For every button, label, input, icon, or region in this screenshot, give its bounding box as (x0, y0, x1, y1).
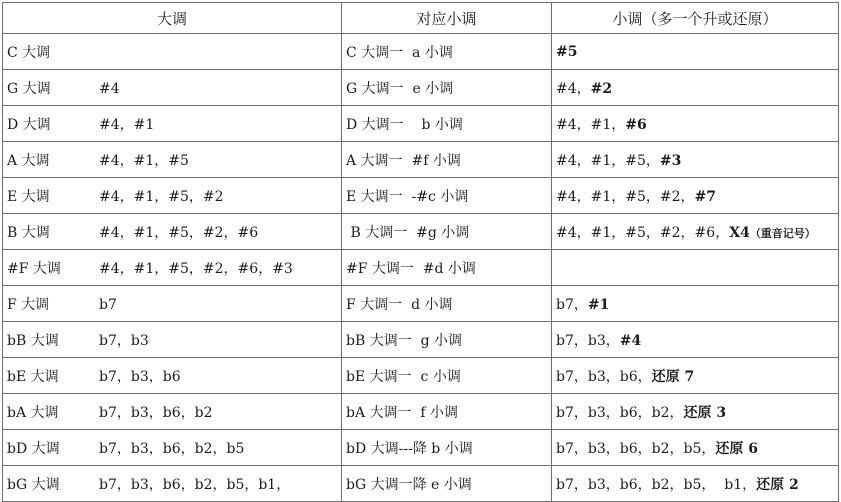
major-key-cell (3, 286, 342, 322)
major-key-accidentals: #4 (99, 80, 120, 97)
major-key-cell (3, 214, 342, 250)
header-row (3, 3, 839, 34)
minor-extra-accidental: #1 (587, 296, 610, 313)
major-key-cell (3, 106, 342, 142)
minor-accidentals: b7，b3，b6， (556, 368, 652, 385)
key-signature-table (2, 2, 839, 502)
table-row (3, 394, 839, 430)
minor-extra-accidental: #3 (659, 152, 682, 169)
relative-minor-cell (342, 358, 552, 394)
major-key-cell (3, 142, 342, 178)
relative-minor-name: bG 大调一降 e 小调 (346, 476, 472, 493)
major-key-accidentals: b7，b3，b6，b2 (99, 404, 213, 421)
minor-accidentals-cell (552, 430, 839, 466)
minor-accidentals: b7，b3，b6，b2， (556, 404, 684, 421)
header-relative-minor: 对应小调 (342, 3, 552, 34)
minor-accidentals-cell (552, 358, 839, 394)
relative-minor-name: F 大调一 d 小调 (346, 296, 453, 313)
table-row (3, 70, 839, 106)
minor-accidentals-cell (552, 142, 839, 178)
minor-extra-accidental: #7 (694, 188, 717, 205)
minor-accidentals-cell (552, 214, 839, 250)
major-key-accidentals: b7，b3，b6，b2，b5 (99, 440, 245, 457)
relative-minor-name: bA 大调一 f 小调 (346, 404, 459, 421)
relative-minor-name: #F 大调一 #d 小调 (346, 260, 476, 277)
minor-extra-accidental: #5 (556, 43, 578, 60)
minor-extra-accidental: 还原 6 (715, 440, 758, 457)
major-key-cell (3, 250, 342, 286)
minor-accidentals: b7，b3，b6，b2，b5， (556, 440, 716, 457)
major-key-name: bD 大调 (7, 440, 60, 457)
minor-accidentals: b7， (556, 296, 588, 313)
major-key-cell (3, 34, 342, 70)
minor-accidentals: b7，b3，b6，b2，b5， b1， (556, 476, 757, 493)
minor-accidentals: #4，#1，#5， (556, 152, 660, 169)
relative-minor-name: G 大调一 e 小调 (346, 80, 454, 97)
relative-minor-cell (342, 466, 552, 502)
major-key-cell (3, 358, 342, 394)
relative-minor-cell (342, 250, 552, 286)
minor-accidentals-cell (552, 466, 839, 502)
major-key-cell (3, 178, 342, 214)
major-key-accidentals: b7 (99, 296, 117, 313)
minor-accidentals-cell (552, 394, 839, 430)
minor-accidentals-cell (552, 178, 839, 214)
table-row (3, 142, 839, 178)
table-row (3, 214, 839, 250)
table-row (3, 358, 839, 394)
relative-minor-name: A 大调一 #f 小调 (346, 152, 461, 169)
minor-extra-accidental: 还原 2 (756, 476, 799, 493)
table-row (3, 466, 839, 502)
major-key-accidentals: #4，#1，#5，#2 (99, 188, 224, 205)
minor-accidentals: b7，b3， (556, 332, 620, 349)
relative-minor-name: B 大调一 #g 小调 (346, 224, 470, 241)
table-row (3, 178, 839, 214)
major-key-name: bA 大调 (7, 404, 59, 421)
major-key-cell (3, 70, 342, 106)
minor-extra-accidental: #2 (590, 80, 613, 97)
major-key-accidentals: #4，#1 (99, 116, 155, 133)
minor-extra-accidental: #6 (625, 116, 647, 133)
header-major: 大调 (3, 3, 342, 34)
header-minor-accidentals: 小调（多一个升或还原） (552, 3, 839, 34)
relative-minor-cell (342, 178, 552, 214)
minor-accidentals-cell (552, 322, 839, 358)
major-key-name: A 大调 (7, 152, 50, 169)
relative-minor-name: bE 大调一 c 小调 (346, 368, 461, 385)
major-key-cell (3, 394, 342, 430)
minor-accidentals-cell (552, 286, 839, 322)
relative-minor-cell (342, 394, 552, 430)
minor-accidentals-cell (552, 70, 839, 106)
relative-minor-cell (342, 70, 552, 106)
minor-accidentals: #4， (556, 80, 591, 97)
table-body (3, 34, 839, 502)
major-key-accidentals: #4，#1，#5，#2，#6 (99, 224, 259, 241)
table-row (3, 430, 839, 466)
relative-minor-name: bB 大调一 g 小调 (346, 332, 463, 349)
major-key-name: C 大调 (7, 44, 51, 61)
minor-extra-accidental: #4 (619, 332, 642, 349)
major-key-name: bG 大调 (7, 476, 60, 493)
relative-minor-name: bD 大调---降 b 小调 (346, 440, 473, 457)
major-key-name: E 大调 (7, 188, 50, 205)
major-key-name: bE 大调 (7, 368, 59, 385)
minor-accidentals: #4，#1， (556, 116, 626, 133)
major-key-cell (3, 466, 342, 502)
minor-note: （重音记号） (749, 226, 816, 240)
relative-minor-name: C 大调一 a 小调 (346, 44, 453, 61)
minor-extra-accidental: 还原 7 (651, 368, 695, 385)
major-key-accidentals: #4，#1，#5，#2，#6，#3 (99, 260, 293, 277)
table-row (3, 250, 839, 286)
major-key-cell (3, 322, 342, 358)
major-key-accidentals: b7，b3，b6，b2，b5，b1， (99, 476, 291, 493)
relative-minor-cell (342, 286, 552, 322)
relative-minor-cell (342, 34, 552, 70)
relative-minor-name: E 大调一 -#c 小调 (346, 188, 469, 205)
relative-minor-cell (342, 214, 552, 250)
major-key-cell (3, 430, 342, 466)
major-key-name: #F 大调 (7, 260, 61, 277)
major-key-accidentals: b7，b3 (99, 332, 149, 349)
minor-accidentals: #4，#1，#5，#2，#6， (556, 224, 730, 241)
major-key-name: F 大调 (7, 296, 50, 313)
major-key-name: D 大调 (7, 116, 51, 133)
relative-minor-cell (342, 322, 552, 358)
minor-accidentals: #4，#1，#5，#2， (556, 188, 695, 205)
table-row (3, 322, 839, 358)
minor-extra-accidental: 还原 3 (683, 404, 727, 421)
minor-accidentals-cell (552, 106, 839, 142)
major-key-name: G 大调 (7, 80, 51, 97)
major-key-name: bB 大调 (7, 332, 59, 349)
minor-accidentals-cell (552, 34, 839, 70)
major-key-accidentals: b7，b3，b6 (99, 368, 181, 385)
major-key-name: B 大调 (7, 224, 50, 241)
relative-minor-cell (342, 430, 552, 466)
minor-accidentals-cell (552, 250, 839, 286)
relative-minor-cell (342, 106, 552, 142)
major-key-accidentals: #4，#1，#5 (99, 152, 189, 169)
relative-minor-cell (342, 142, 552, 178)
table-row (3, 286, 839, 322)
relative-minor-name: D 大调一 b 小调 (346, 116, 463, 133)
table-row (3, 34, 839, 70)
table-row (3, 106, 839, 142)
minor-extra-accidental: X4 (729, 224, 750, 241)
